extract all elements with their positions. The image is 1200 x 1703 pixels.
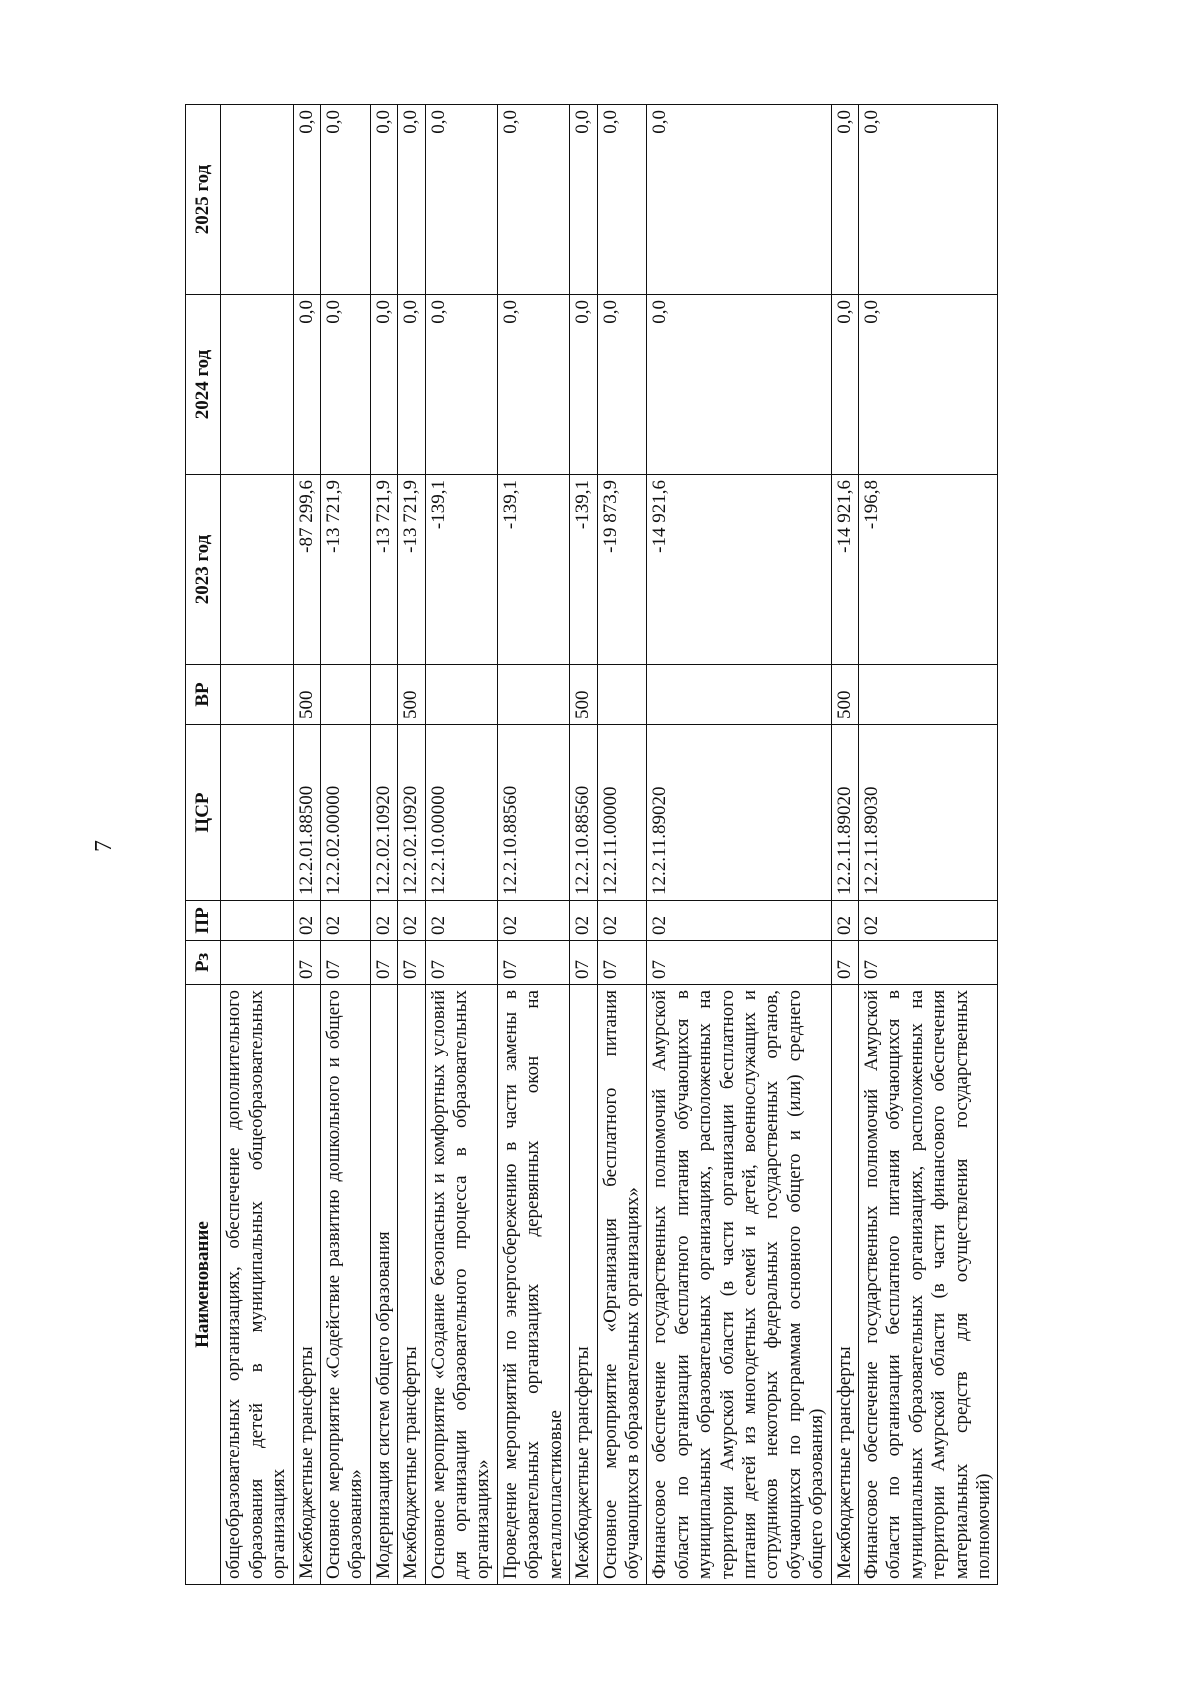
row-csr: 12.2.11.00000 [597,725,647,901]
row-csr: 12.2.10.88560 [497,725,569,901]
row-2025: 0,0 [858,105,997,295]
row-pr: 02 [398,901,425,941]
row-2025: 0,0 [597,105,647,295]
row-2025: 0,0 [497,105,569,295]
row-2024: 0,0 [425,295,497,475]
row-pr: 02 [570,901,597,941]
row-2024: 0,0 [570,295,597,475]
row-csr: 12.2.10.00000 [425,725,497,901]
row-2023: -139,1 [425,475,497,665]
row-2023: -19 873,9 [597,475,647,665]
row-pr: 02 [321,901,371,941]
row-pr: 02 [293,901,320,941]
row-name: Основное мероприятие «Создание безопасных и комфортных условий для организации образовательного процесса в образовательных организациях» [425,985,497,1585]
row-pr: 02 [370,901,397,941]
table-row [221,105,293,1585]
row-2023: -87 299,6 [293,475,320,665]
row-rz: 07 [858,941,997,985]
row-csr: 12.2.11.89030 [858,725,997,901]
row-vr [647,665,831,725]
row-vr: 500 [831,665,858,725]
row-rz: 07 [398,941,425,985]
row-2025 [221,105,293,295]
row-rz: 07 [831,941,858,985]
row-2023: -139,1 [497,475,569,665]
row-rz: 07 [425,941,497,985]
row-vr: 500 [293,665,320,725]
row-2023: -13 721,9 [398,475,425,665]
row-name: Финансовое обеспечение государственных полномочий Амурской области по организации бесплатного питания обучающихся в муниципальных образовательных организациях, расположенных на территории Амурской области (в части организации бесплатного питания детей из многодетных семей и детей, военнослужащих и сотрудников некоторых федеральных государственных органов, обучающихся по программам основного общего и (или) среднего общего образования) [647,985,831,1585]
row-name: Основное мероприятие «Организация бесплатного питания обучающихся в образовательных организациях» [597,985,647,1585]
row-vr [858,665,997,725]
row-2024: 0,0 [647,295,831,475]
row-rz: 07 [370,941,397,985]
row-vr [425,665,497,725]
table-row [497,105,569,1585]
header-vr: ВР [186,665,221,725]
row-2023: -14 921,6 [831,475,858,665]
row-2024: 0,0 [321,295,371,475]
row-csr: 12.2.10.88560 [570,725,597,901]
table-row [398,105,425,1585]
row-2024: 0,0 [831,295,858,475]
row-pr [221,901,293,941]
row-name: Финансовое обеспечение государственных полномочий Амурской области по организации бесплатного питания обучающихся в муниципальных образовательных организациях, расположенных на территории Амурской области (в части финансового обеспечения материальных средств для осуществления государственных полномочий) [858,985,997,1585]
row-csr: 12.2.02.00000 [321,725,371,901]
row-pr: 02 [425,901,497,941]
row-csr: 12.2.11.89020 [647,725,831,901]
row-name: Модернизация систем общего образования [370,985,397,1585]
row-rz [221,941,293,985]
row-2023: -14 921,6 [647,475,831,665]
row-2023: -13 721,9 [321,475,371,665]
row-2025: 0,0 [293,105,320,295]
row-vr: 500 [570,665,597,725]
row-2024: 0,0 [398,295,425,475]
table-row [831,105,858,1585]
row-2023: -139,1 [570,475,597,665]
header-csr: ЦСР [186,725,221,901]
row-pr: 02 [597,901,647,941]
row-name: Проведение мероприятий по энергосбережению в части замены в образовательных организациях деревянных окон на металлопластиковые [497,985,569,1585]
row-csr: 12.2.01.88500 [293,725,320,901]
table-row [647,105,831,1585]
row-2025: 0,0 [321,105,371,295]
row-pr: 02 [497,901,569,941]
row-name: Межбюджетные трансферты [398,985,425,1585]
header-2023: 2023 год [186,475,221,665]
row-csr: 12.2.11.89020 [831,725,858,901]
row-rz: 07 [597,941,647,985]
row-pr: 02 [831,901,858,941]
row-name: Межбюджетные трансферты [570,985,597,1585]
budget-table [185,104,998,1585]
row-rz: 07 [293,941,320,985]
row-vr [497,665,569,725]
row-2024: 0,0 [293,295,320,475]
header-name: Наименование [186,985,221,1585]
row-csr: 12.2.02.10920 [398,725,425,901]
header-pr: ПР [186,901,221,941]
row-vr [370,665,397,725]
row-csr [221,725,293,901]
row-2025: 0,0 [647,105,831,295]
table-row [858,105,997,1585]
row-2025: 0,0 [425,105,497,295]
row-rz: 07 [647,941,831,985]
row-2024: 0,0 [597,295,647,475]
table-row [321,105,371,1585]
row-rz: 07 [321,941,371,985]
row-name: общеобразовательных организациях, обеспечение дополнительного образования детей в муниципальных общеобразовательных организациях [221,985,293,1585]
row-2023: -196,8 [858,475,997,665]
row-2024: 0,0 [370,295,397,475]
row-vr [597,665,647,725]
table-row [293,105,320,1585]
row-pr: 02 [647,901,831,941]
page-number: 7 [91,840,117,852]
row-2024: 0,0 [858,295,997,475]
row-rz: 07 [497,941,569,985]
row-rz: 07 [570,941,597,985]
row-2024 [221,295,293,475]
table-row [370,105,397,1585]
row-vr [221,665,293,725]
table-row [597,105,647,1585]
row-name: Межбюджетные трансферты [831,985,858,1585]
table-header-row [186,105,221,1585]
row-vr: 500 [398,665,425,725]
header-2024: 2024 год [186,295,221,475]
row-2025: 0,0 [398,105,425,295]
row-2023 [221,475,293,665]
row-vr [321,665,371,725]
row-name: Межбюджетные трансферты [293,985,320,1585]
row-pr: 02 [858,901,997,941]
row-csr: 12.2.02.10920 [370,725,397,901]
table-row [570,105,597,1585]
row-2023: -13 721,9 [370,475,397,665]
row-2025: 0,0 [370,105,397,295]
row-2024: 0,0 [497,295,569,475]
header-rz: Рз [186,941,221,985]
header-2025: 2025 год [186,105,221,295]
row-name: Основное мероприятие «Содействие развитию дошкольного и общего образования» [321,985,371,1585]
row-2025: 0,0 [570,105,597,295]
rotated-table-container [185,105,1035,1585]
row-2025: 0,0 [831,105,858,295]
table-row [425,105,497,1585]
